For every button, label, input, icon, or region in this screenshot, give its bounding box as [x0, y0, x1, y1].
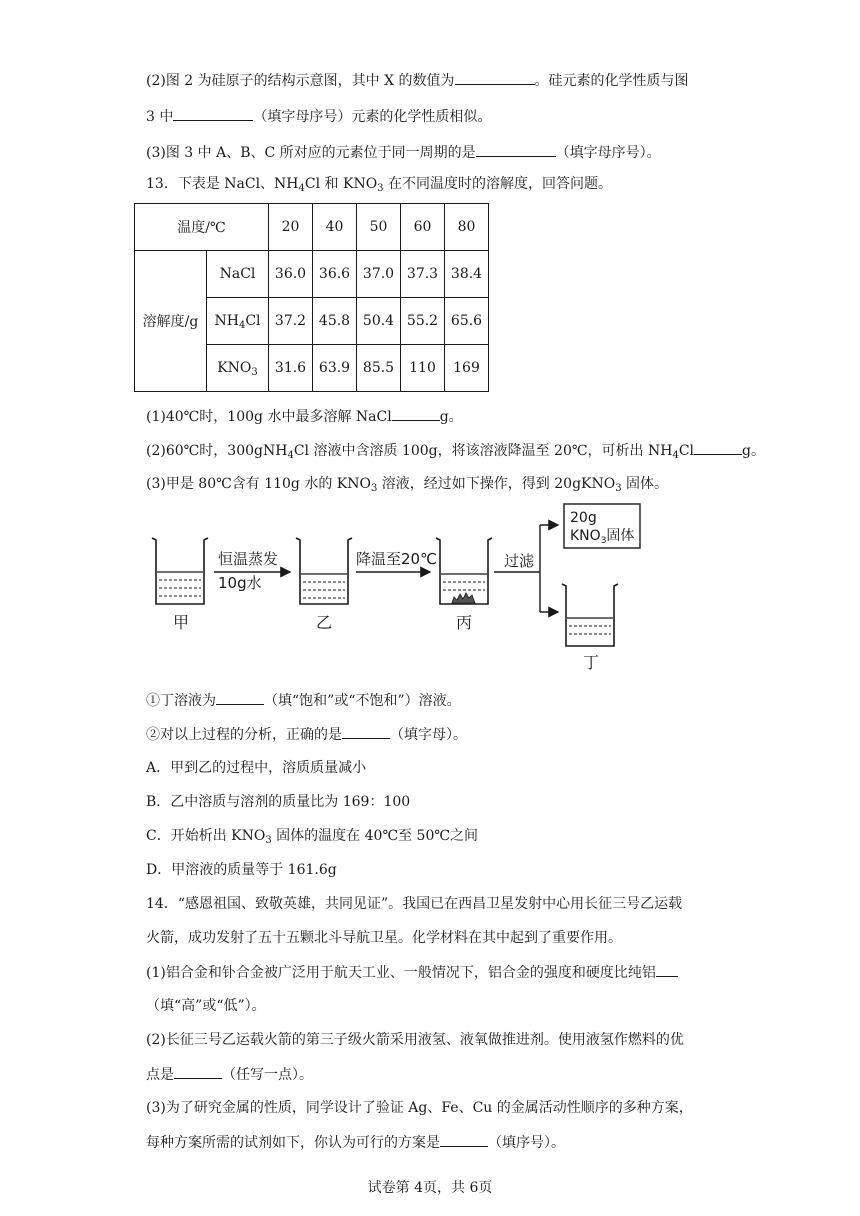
temp-cell: 40 [313, 204, 357, 251]
q12-part2-line1: (2)图 2 为硅原子的结构示意图，其中 X 的数值为 。硅元素的化学性质与图 [146, 70, 689, 91]
crystal-precipitate [452, 593, 475, 603]
answer-blank[interactable] [173, 106, 253, 121]
table-cell: 65.6 [445, 298, 489, 345]
answer-blank[interactable] [455, 70, 535, 85]
table-cell: 63.9 [313, 345, 357, 392]
beaker-jia [152, 538, 208, 604]
table-cell: 55.2 [401, 298, 445, 345]
beaker-label-bing: 丙 [456, 613, 473, 632]
temp-cell: 20 [269, 204, 313, 251]
answer-blank[interactable] [342, 724, 390, 739]
beaker-label-ding: 丁 [583, 653, 600, 672]
temp-cell: 50 [357, 204, 401, 251]
table-header-row [135, 204, 489, 251]
substance-name: $KNO_3$ [207, 345, 269, 392]
solubility-label: 溶解度/g [135, 251, 207, 392]
table-cell: 45.8 [313, 298, 357, 345]
answer-blank[interactable] [440, 1132, 488, 1147]
table-cell: 50.4 [357, 298, 401, 345]
option-d: D．甲溶液的质量等于 161.6g [146, 862, 337, 878]
table-cell: 85.5 [357, 345, 401, 392]
q14-part3-line1: (3)为了研究金属的性质，同学设计了验证 Ag、Fe、Cu 的金属活动性顺序的多种方案， [146, 1100, 693, 1116]
q13-intro: 13．下表是 NaCl、$NH_4Cl$ 和 $KNO_3$ 在不同温度时的溶解度，回答问题。 [146, 176, 612, 194]
q14-part2-line1: (2)长征三号乙运载火箭的第三子级火箭采用液氢、液氧做推进剂。使用液氢作燃料的优 [146, 1032, 684, 1048]
option-c: C．开始析出 $KNO_3$ 固体的温度在 40℃至 50℃之间 [146, 828, 479, 846]
q13-part2: (2)60℃时，300gNH$_4$Cl 溶液中含溶质 100g，将该溶液降温至 20℃，可析出 $NH_4Cl$ g。 [146, 440, 765, 461]
q14-part1-line2: （填“高”或“低”）。 [146, 998, 266, 1014]
beaker-label-yi: 乙 [316, 613, 333, 632]
step2-label: 降温至20℃ [356, 550, 437, 568]
q14-intro-line1: 14．“感恩祖国、致敬英雄，共同见证”。我国已在西昌卫星发射中心用长征三号乙运载 [146, 896, 683, 912]
substance-name: NaCl [207, 251, 269, 298]
q13-sub2: ②对以上过程的分析，正确的是 （填字母）。 [146, 724, 467, 745]
q14-part3-line2: 每种方案所需的试剂如下，你认为可行的方案是 （填序号）。 [146, 1132, 565, 1153]
temp-header: 温度/℃ [135, 204, 269, 251]
table-cell: 36.0 [269, 251, 313, 298]
table-row [135, 251, 489, 298]
q12-part3: (3)图 3 中 A、B、C 所对应的元素位于同一周期的是 （填字母序号）。 [146, 142, 661, 163]
answer-blank[interactable] [476, 142, 556, 157]
answer-blank[interactable] [694, 440, 742, 455]
table-cell: 169 [445, 345, 489, 392]
temp-cell: 60 [401, 204, 445, 251]
q14-intro-line2: 火箭，成功发射了五十五颗北斗导航卫星。化学材料在其中起到了重要作用。 [146, 930, 622, 946]
option-a: A．甲到乙的过程中，溶质质量减小 [146, 760, 367, 776]
answer-blank[interactable] [174, 1064, 222, 1079]
table-cell: 110 [401, 345, 445, 392]
answer-blank[interactable] [656, 962, 678, 977]
substance-name: $NH_4Cl$ [207, 298, 269, 345]
q13-part3: (3)甲是 80℃含有 110g 水的 $KNO_3$ 溶液，经过如下操作，得到 20gKNO$_3$ 固体。 [146, 476, 669, 494]
table-cell: 37.2 [269, 298, 313, 345]
q13-sub1: ①丁溶液为 （填“饱和”或“不饱和”）溶液。 [146, 690, 461, 711]
beaker-bing [436, 538, 492, 604]
page-footer: 试卷第 4页，共 6页 [367, 1180, 493, 1196]
process-diagram [140, 500, 680, 680]
q14-part2-line2: 点是 （任写一点）。 [146, 1064, 313, 1085]
step1-bottom-label: 10g水 [218, 574, 262, 592]
solubility-table [134, 203, 489, 392]
table-cell: 38.4 [445, 251, 489, 298]
q14-part1-line1: (1)铝合金和钋合金被广泛用于航天工业、一般情况下，铝合金的强度和硬度比纯铝 [146, 962, 678, 983]
box-line1: 20g [570, 510, 597, 526]
table-cell: 37.3 [401, 251, 445, 298]
beaker-ding [562, 584, 618, 646]
beaker-label-jia: 甲 [173, 613, 190, 632]
q12-part2-line2: 3 中 （填字母序号）元素的化学性质相似。 [146, 106, 491, 127]
step1-top-label: 恒温蒸发 [218, 550, 279, 568]
answer-blank[interactable] [216, 690, 264, 705]
table-cell: 31.6 [269, 345, 313, 392]
table-cell: 36.6 [313, 251, 357, 298]
beaker-yi [296, 538, 352, 604]
temp-cell: 80 [445, 204, 489, 251]
box-line2: $KNO_3$固体 [570, 528, 635, 546]
step3-label: 过滤 [504, 552, 535, 570]
answer-blank[interactable] [392, 406, 440, 421]
option-b: B．乙中溶质与溶剂的质量比为 169：100 [146, 794, 411, 810]
q13-part1: (1)40℃时，100g 水中最多溶解 NaCl g。 [146, 406, 463, 427]
table-cell: 37.0 [357, 251, 401, 298]
